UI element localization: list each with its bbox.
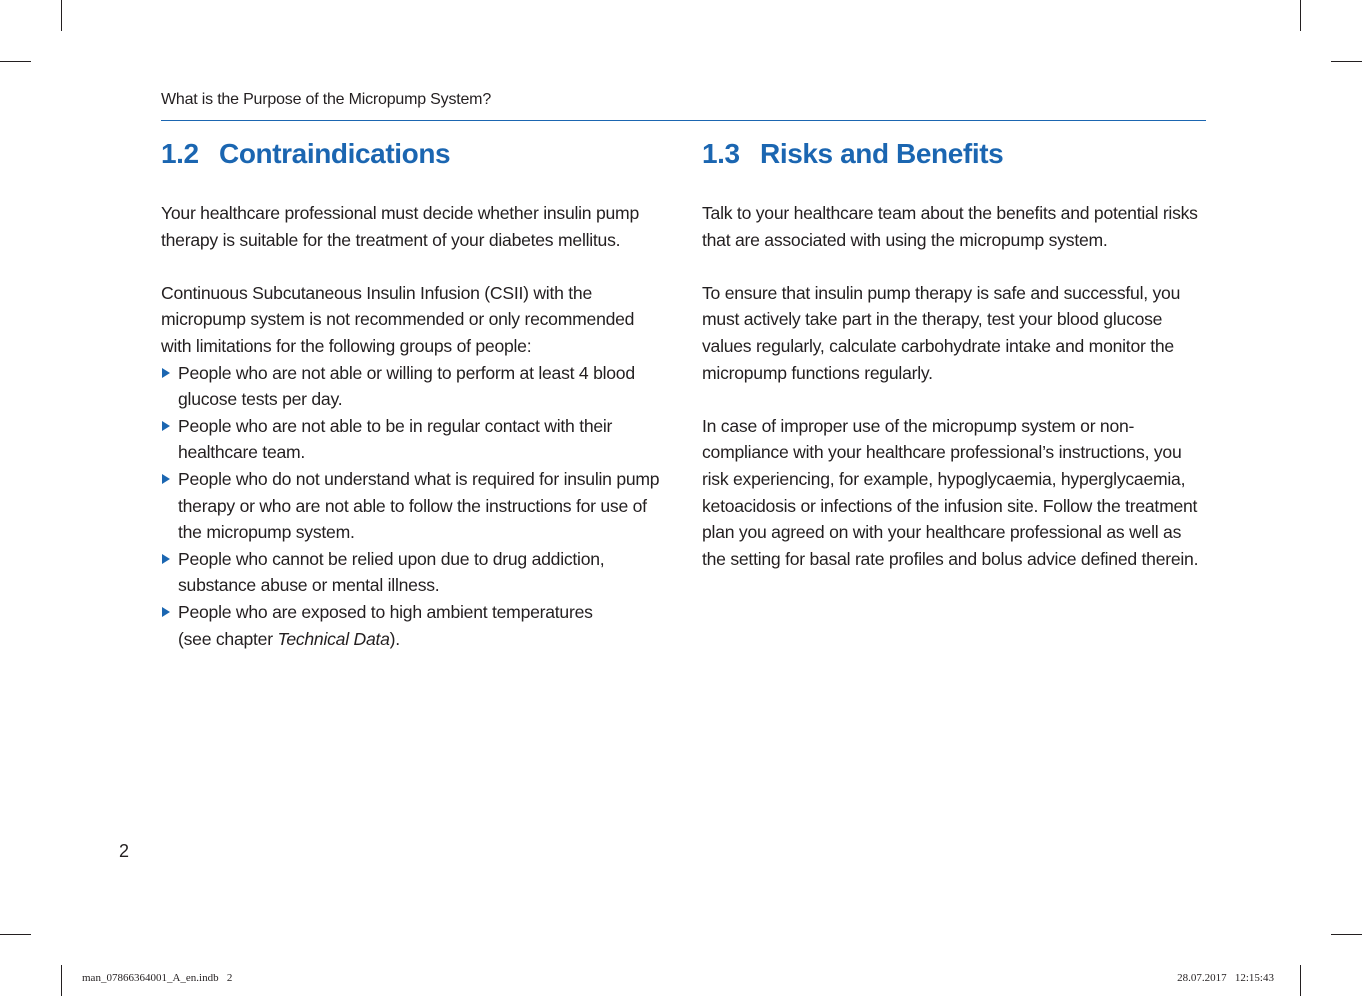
crop-mark-bottom-right-horizontal xyxy=(1331,934,1362,935)
contraindications-body xyxy=(161,200,666,652)
triangle-right-bullet-icon xyxy=(162,474,170,484)
list-item xyxy=(161,466,666,546)
list-item xyxy=(161,360,666,413)
crop-mark-bottom-right-vertical xyxy=(1300,965,1301,996)
crop-mark-top-right-horizontal xyxy=(1331,61,1362,62)
contraindications-intro: Your healthcare professional must decide whether insulin pump therapy is suitable for the treatment of your diabetes mellitus. xyxy=(161,203,639,250)
triangle-right-bullet-icon xyxy=(162,554,170,564)
section-title-risks-and-benefits xyxy=(702,138,1003,170)
list-item-text: People who cannot be relied upon due to drug addiction, substance abuse or mental illness. xyxy=(178,548,605,596)
list-item-text: People who are not able or willing to perform at least 4 blood glucose tests per day. xyxy=(178,362,635,410)
risks-benefits-body xyxy=(702,200,1206,599)
risks-paragraph: In case of improper use of the micropump system or non-compliance with your healthcare professional’s instructions, you risk experiencing, for example, hypoglycaemia, hyperglycaemia, ketoacidosis or infections of the infusion site. Follow the treatment plan you agreed on with your healthcare professional as well as the setting for basal rate profiles and bolus advice defined therein. xyxy=(702,415,1199,569)
crop-mark-top-left-horizontal xyxy=(0,61,31,62)
contraindications-list xyxy=(161,360,666,653)
list-item-text-prefix: (see chapter xyxy=(178,628,278,649)
crop-mark-bottom-left-horizontal xyxy=(0,934,31,935)
triangle-right-bullet-icon xyxy=(162,368,170,378)
list-item-text: People who do not understand what is required for insulin pump therapy or who are not able to follow the instructions for use of the micropump system. xyxy=(178,468,660,543)
slug-timestamp: 28.07.2017 12:15:43 xyxy=(1177,972,1274,984)
list-item xyxy=(161,546,666,599)
section-title-text: Contraindications xyxy=(219,138,451,169)
header-rule xyxy=(161,120,1206,121)
section-number: 1.3 xyxy=(702,138,740,169)
risks-paragraph: Talk to your healthcare team about the benefits and potential risks that are associated with using the micropump system. xyxy=(702,203,1198,250)
list-item-text: People who are not able to be in regular contact with their healthcare team. xyxy=(178,415,613,463)
crop-mark-top-right-vertical xyxy=(1300,0,1301,31)
contraindications-lead: Continuous Subcutaneous Insulin Infusion (CSII) with the micropump system is not recommended or only recommended with limitations for the following groups of people: xyxy=(161,282,635,356)
section-title-text: Risks and Benefits xyxy=(760,138,1004,169)
list-item xyxy=(161,413,666,466)
section-title-contraindications xyxy=(161,138,450,170)
section-number: 1.2 xyxy=(161,138,199,169)
list-item-text: People who are exposed to high ambient temperatures xyxy=(178,601,593,622)
risks-paragraph: To ensure that insulin pump therapy is safe and successful, you must actively take part in the therapy, test your blood glucose values regularly, calculate carbohydrate intake and monitor the micropump functions regularly. xyxy=(702,282,1181,383)
crop-mark-top-left-vertical xyxy=(61,0,62,31)
slug-file-info: man_07866364001_A_en.indb 2 xyxy=(82,972,233,984)
running-header: What is the Purpose of the Micropump System? xyxy=(161,91,492,108)
triangle-right-bullet-icon xyxy=(162,421,170,431)
page-number: 2 xyxy=(119,841,130,861)
list-item-text-suffix: ). xyxy=(389,628,400,649)
triangle-right-bullet-icon xyxy=(162,607,170,617)
chapter-reference: Technical Data xyxy=(277,628,390,649)
list-item xyxy=(161,599,666,652)
crop-mark-bottom-left-vertical xyxy=(61,965,62,996)
